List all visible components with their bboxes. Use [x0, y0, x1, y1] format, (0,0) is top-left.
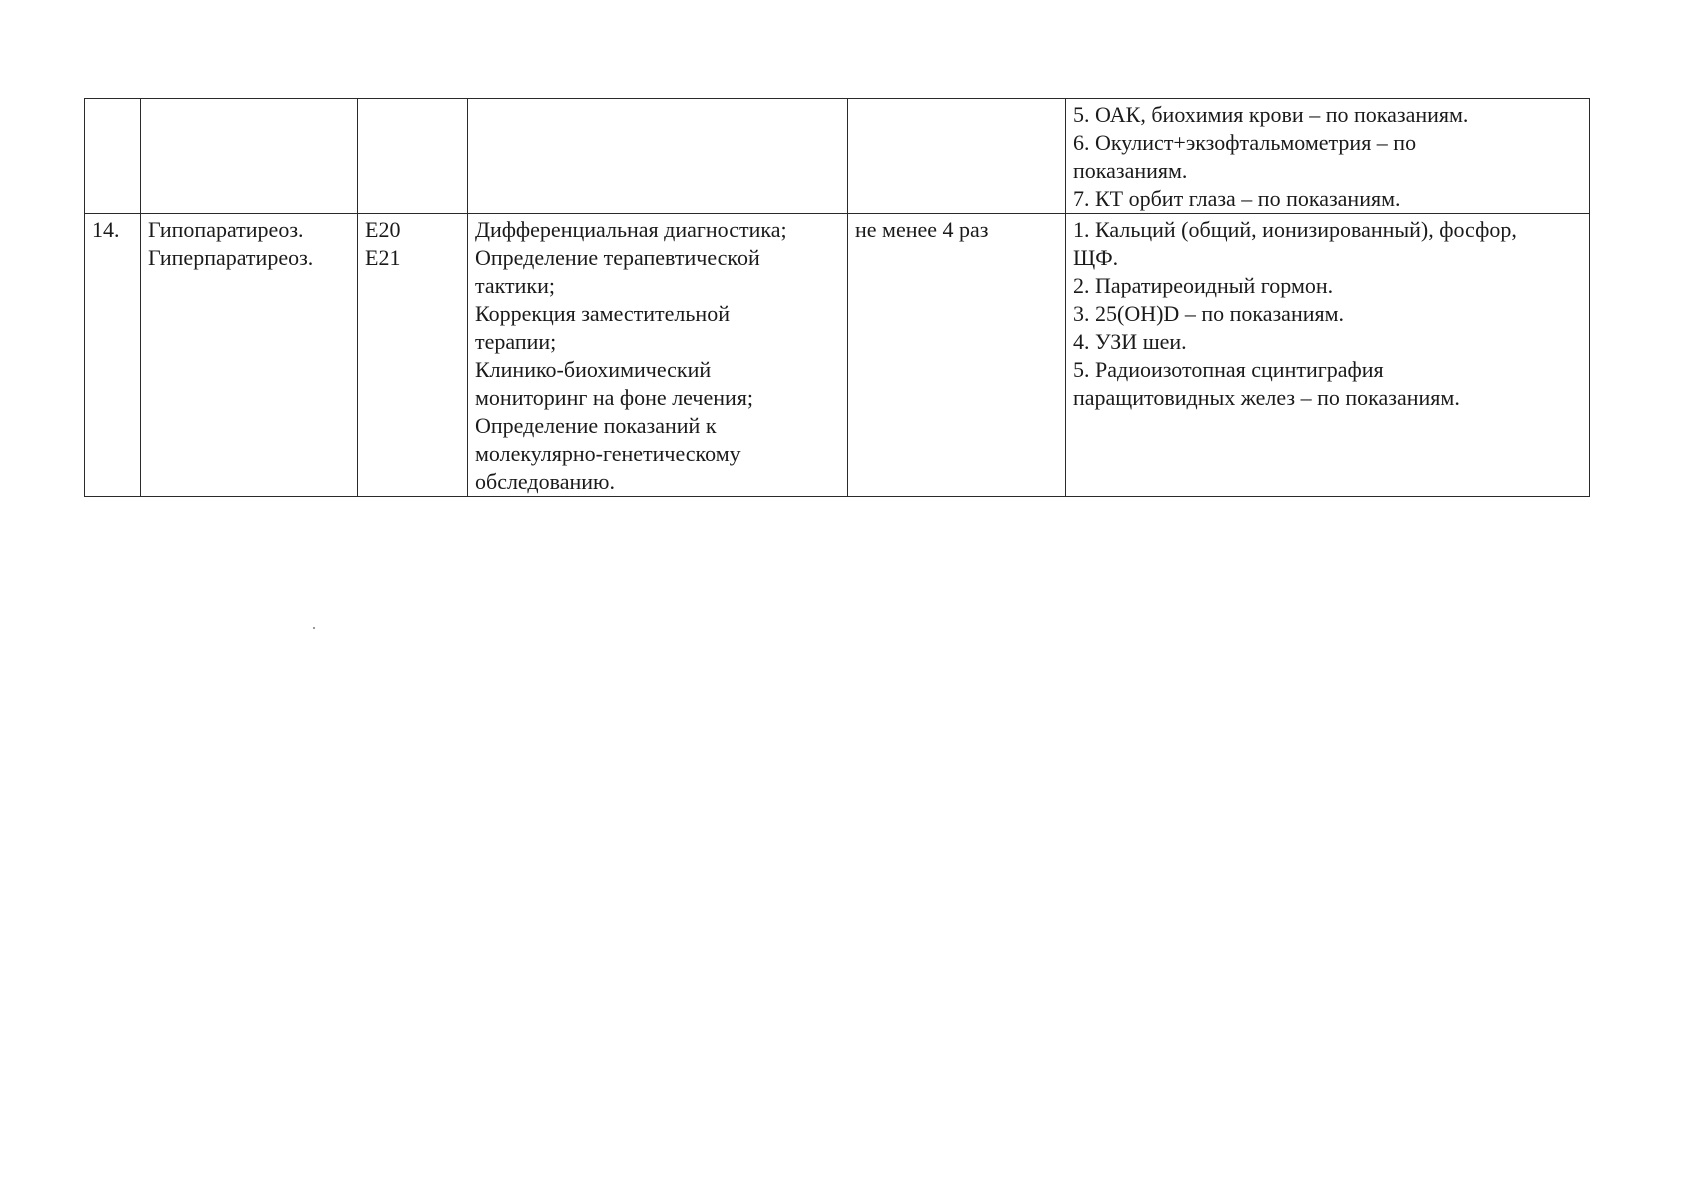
purpose-line: Коррекция заместительной — [475, 301, 730, 326]
frequency-text: не менее 4 раз — [855, 217, 989, 242]
cell-icd-code — [358, 214, 468, 497]
icd-code: E21 — [365, 245, 401, 270]
purpose-line: Определение показаний к — [475, 413, 717, 438]
purpose-line: мониторинг на фоне лечения; — [475, 385, 753, 410]
cell-purpose — [468, 214, 848, 497]
exam-line: 5. Радиоизотопная сцинтиграфия — [1073, 357, 1384, 382]
cell-number — [85, 214, 141, 497]
exam-line: показаниям. — [1073, 158, 1188, 183]
purpose-line: тактики; — [475, 273, 556, 298]
exam-line: 1. Кальций (общий, ионизированный), фосфор, — [1073, 217, 1517, 242]
exam-line: паращитовидных желез – по показаниям. — [1073, 385, 1460, 410]
scan-speck — [313, 627, 315, 629]
cell-diagnosis — [141, 214, 358, 497]
row-number: 14. — [92, 217, 120, 242]
icd-code: E20 — [365, 217, 401, 242]
exam-line: 4. УЗИ шеи. — [1073, 329, 1187, 354]
table-row-14 — [85, 214, 1590, 497]
exam-line: ЩФ. — [1073, 245, 1119, 270]
dispensary-table — [84, 98, 1590, 497]
cell-icd-code — [358, 99, 468, 214]
cell-number — [85, 99, 141, 214]
exam-line: 2. Паратиреоидный гормон. — [1073, 273, 1334, 298]
exam-line: 6. Окулист+экзофтальмометрия – по — [1073, 130, 1417, 155]
cell-examinations — [1066, 99, 1590, 214]
cell-examinations — [1066, 214, 1590, 497]
diagnosis-name: Гипопаратиреоз. — [148, 217, 304, 242]
exam-line: 3. 25(OH)D – по показаниям. — [1073, 301, 1345, 326]
purpose-line: Определение терапевтической — [475, 245, 760, 270]
table-row-continuation — [85, 99, 1590, 214]
purpose-line: обследованию. — [475, 469, 615, 494]
cell-frequency — [848, 99, 1066, 214]
exam-line: 5. ОАК, биохимия крови – по показаниям. — [1073, 102, 1469, 127]
cell-frequency — [848, 214, 1066, 497]
diagnosis-name: Гиперпаратиреоз. — [148, 245, 314, 270]
exam-line: 7. КТ орбит глаза – по показаниям. — [1073, 186, 1401, 211]
cell-diagnosis — [141, 99, 358, 214]
purpose-line: Клинико-биохимический — [475, 357, 712, 382]
purpose-line: терапии; — [475, 329, 557, 354]
purpose-line: молекулярно-генетическому — [475, 441, 741, 466]
cell-purpose — [468, 99, 848, 214]
purpose-line: Дифференциальная диагностика; — [475, 217, 787, 242]
